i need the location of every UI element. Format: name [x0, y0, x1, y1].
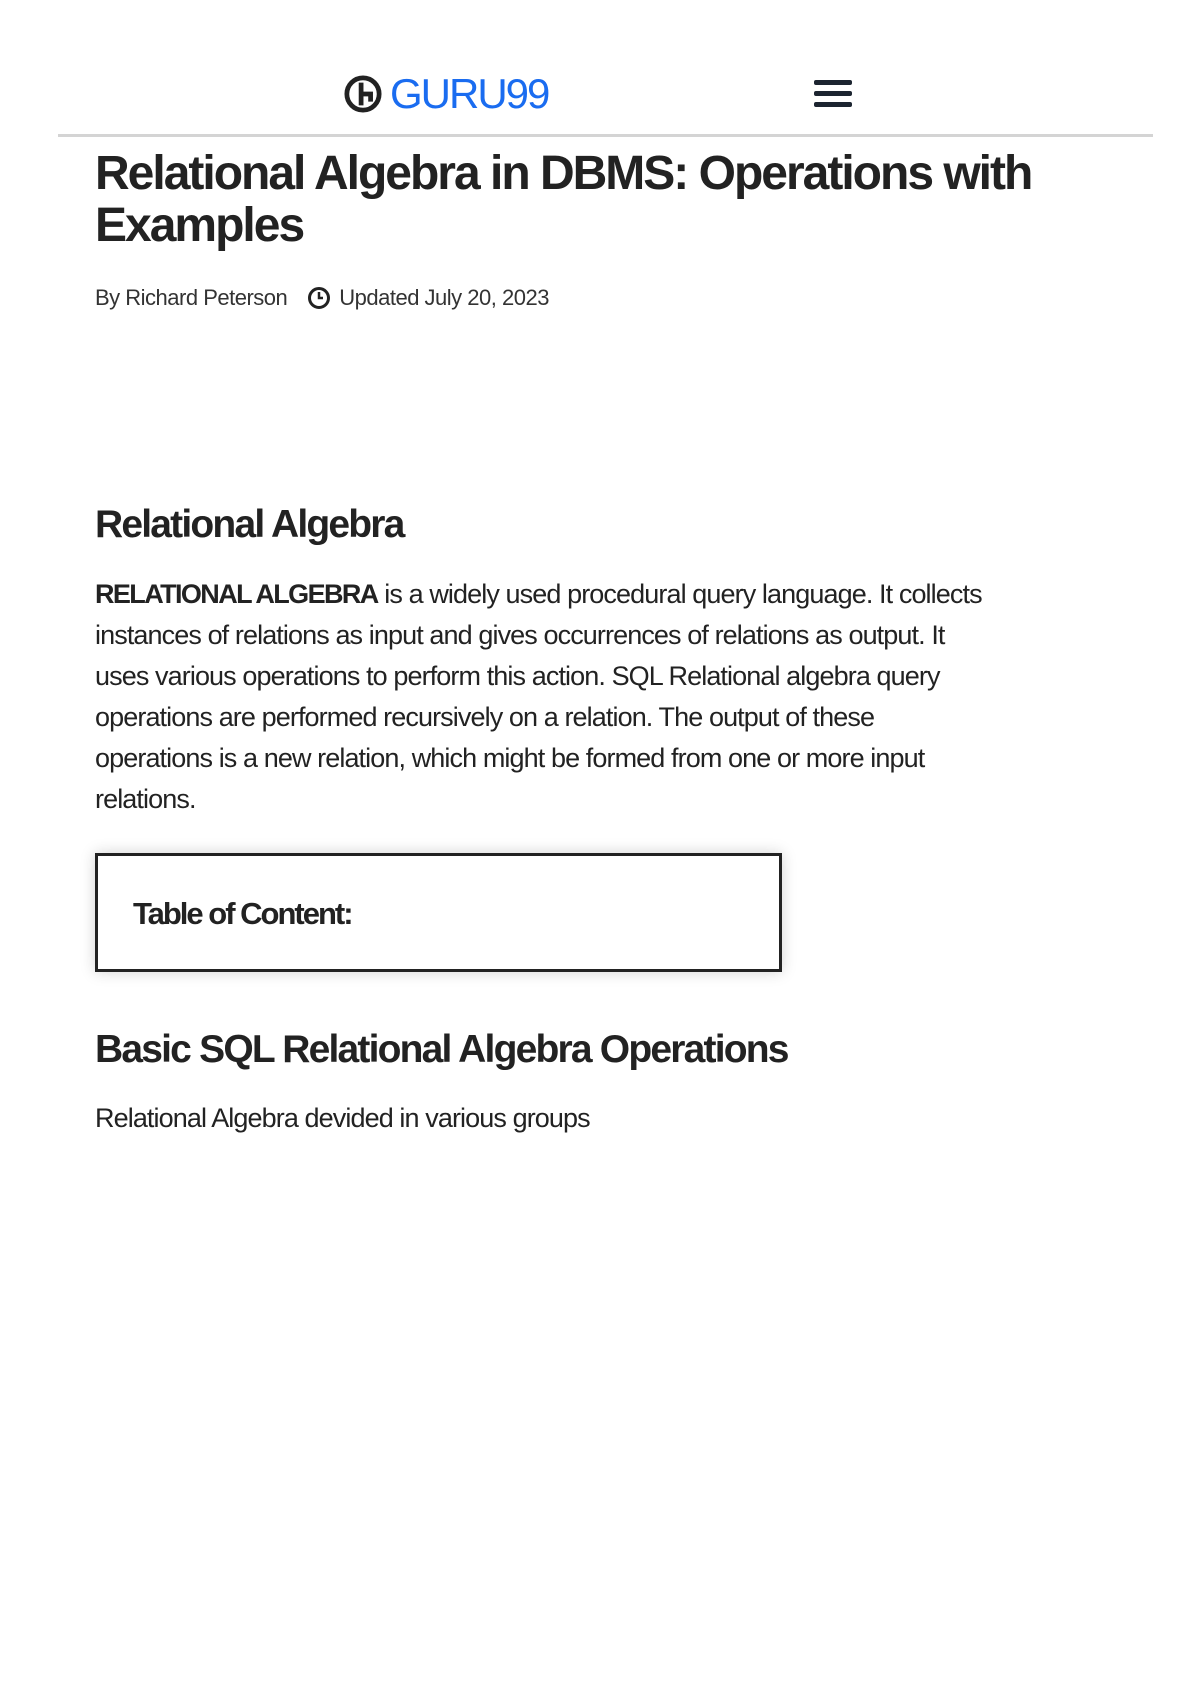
- hamburger-icon: [814, 80, 852, 85]
- clock-icon: [307, 286, 331, 310]
- section2-text: Relational Algebra devided in various groups: [95, 1103, 590, 1133]
- page-title: Relational Algebra in DBMS: Operations with Examples: [95, 147, 1032, 252]
- site-header: [58, 0, 1153, 137]
- hamburger-icon-bar: [814, 102, 852, 107]
- para-line: instances of relations as input and gives occurrences of relations as output. It: [95, 620, 945, 650]
- section-heading-relational-algebra: Relational Algebra: [95, 503, 404, 546]
- para-line: is a widely used procedural query language. It collects: [377, 579, 982, 609]
- intro-paragraph: [95, 574, 1095, 820]
- table-of-contents: [95, 853, 782, 972]
- hamburger-icon-bar: [814, 91, 852, 96]
- logo-link[interactable]: [344, 70, 548, 118]
- updated-date: Updated July 20, 2023: [339, 285, 549, 310]
- para-line: relations.: [95, 784, 196, 814]
- para-line: uses various operations to perform this action. SQL Relational algebra query: [95, 661, 940, 691]
- guru99-logo-icon: [344, 75, 382, 113]
- section-heading-basic-operations: Basic SQL Relational Algebra Operations: [95, 1028, 788, 1071]
- bold-term: RELATIONAL ALGEBRA: [95, 579, 378, 609]
- toc-title[interactable]: Table of Content:: [133, 896, 352, 931]
- menu-button[interactable]: [814, 80, 852, 110]
- para-line: operations is a new relation, which might be formed from one or more input: [95, 743, 925, 773]
- logo-text: GURU99: [390, 70, 549, 117]
- article-meta: [95, 285, 549, 311]
- author-link[interactable]: By Richard Peterson: [95, 285, 288, 310]
- para-line: operations are performed recursively on a relation. The output of these: [95, 702, 875, 732]
